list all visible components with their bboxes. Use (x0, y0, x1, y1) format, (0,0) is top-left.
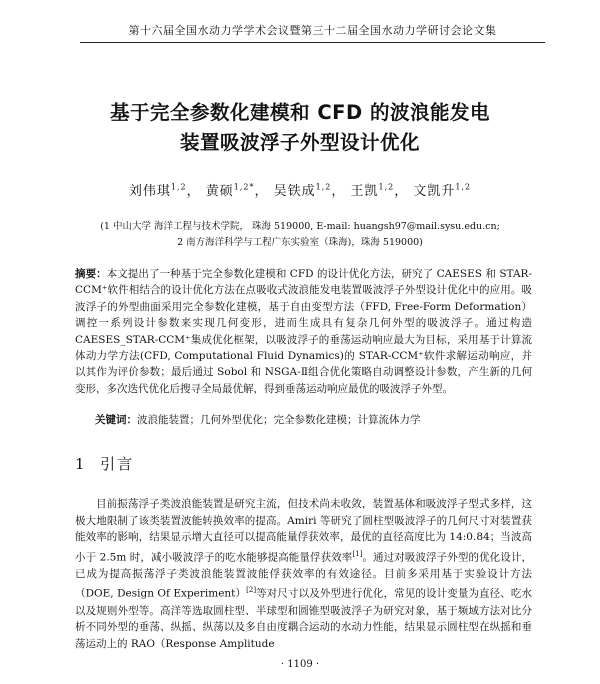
paragraph (75, 496, 532, 652)
abstract-label: 摘要： (75, 268, 107, 280)
author-name: 吴铁成 (273, 184, 316, 199)
section-number: 1 (75, 455, 87, 473)
author-name: 刘伟琪 (128, 184, 171, 199)
page-number: · 1109 · (280, 659, 320, 670)
author-affiliation-mark: 1,2* (233, 182, 255, 192)
citation: [2] (246, 586, 257, 595)
paper-title (40, 98, 560, 158)
keywords-label: 关键词： (95, 414, 137, 426)
affiliations (40, 219, 560, 251)
section-title: 引言 (100, 455, 135, 473)
keywords (95, 412, 532, 428)
section-heading (75, 453, 134, 474)
author-affiliation-mark: 1,2 (378, 182, 395, 192)
author-affiliation-mark: 1,2 (455, 182, 472, 192)
abstract-text: 本文提出了一种基于完全参数化建模和 CFD 的设计优化方法，研究了 CAESES 和 STAR-CCM⁺软件相结合的设计优化方法在点吸收式波浪能发电装置吸波浮子外型设计优化中的应用。吸波浮子的外型曲面采用完全参数化建模，基于自由变型方法（FFD, Free-Form Deformation）调控一系列设计参数来实现几何变形，进而生成具有复杂几何外型的吸波浮子。通过构造 CAESES_STAR-CCM⁺集成优化框架，以吸波浮子的垂荡运动响应最大为目标，采用基于计算流体动力学方法(CFD, Computational Fluid Dynamics)的 STAR-CCM⁺软件求解运动响应，并以其作为评价参数；最后通过 Sobol 和 NSGA-Ⅱ组合优化策略自动调整设计参数，产生新的几何变形，多次迭代优化后搜寻全局最优解，得到垂荡运动响应最优的吸波浮子外型。 (75, 268, 533, 395)
citation: [1] (352, 549, 363, 558)
author-name: 王凯 (350, 184, 379, 199)
author-affiliation-mark: 1,2 (315, 182, 332, 192)
running-header: 第十六届全国水动力学学术会议暨第三十二届全国水动力学研讨会论文集 (80, 22, 545, 43)
paragraph-text: 。通过对吸波浮子外型的优化设计，已成为提高振荡浮子类波浪能装置波能俘获效率的有效途径。目前多采用基于实验设计方法（DOE, Design Of Experiment） (75, 551, 532, 600)
body-text (75, 496, 532, 652)
title-line-2: 装置吸波浮子外型设计优化 (179, 131, 420, 154)
author-affiliation-mark: 1,2 (170, 182, 187, 192)
author-list: 刘伟琪$^{1,2}$， 黄硕$^{1,2*}$， 吴铁成$^{1,2}$， 王凯$^{1,2}$， 文凯升$^{1,2}$ (128, 182, 472, 199)
affiliation-line-1: (1 中山大学 海洋工程与技术学院， 珠海 519000, E-mail: huangsh97@mail.sysu.edu.cn; (100, 221, 500, 232)
paragraph-text: 目前振荡浮子类波浪能装置是研究主流，但技术尚未收敛，装置基体和吸波浮子型式多样，这极大地限制了该类装置波能转换效率的提高。Amiri 等研究了圆柱型吸波浮子的几何尺寸对装置获能效率的影响，结果显示增大直径可以提高能量俘获效率，最优的直径高度比为 14:0.84；当波高小于 2.5m 时，减小吸波浮子的吃水能够提高能量俘获效率 (75, 498, 532, 564)
paragraph-text: 等对尺寸以及外型进行优化，常见的设计变量为直径、吃水以及规则外型等。高洋等选取圆柱型、半球型和圆锥型吸波浮子为研究对象，基于频域方法对比分析不同外型的垂荡、纵摇、纵荡以及多自由度耦合运动的水动力性能，结果显示圆柱型在纵摇和垂荡运动上的 RAO（Response Amplitude (75, 587, 533, 650)
abstract (75, 266, 532, 397)
author-name: 黄硕 (205, 184, 234, 199)
author-name: 文凯升 (413, 184, 456, 199)
title-line-1: 基于完全参数化建模和 CFD 的波浪能发电 (110, 101, 490, 124)
keywords-text: 波浪能装置；几何外型优化；完全参数化建模；计算流体力学 (137, 414, 421, 426)
affiliation-line-2: 2 南方海洋科学与工程广东实验室（珠海)，珠海 519000) (177, 237, 423, 248)
